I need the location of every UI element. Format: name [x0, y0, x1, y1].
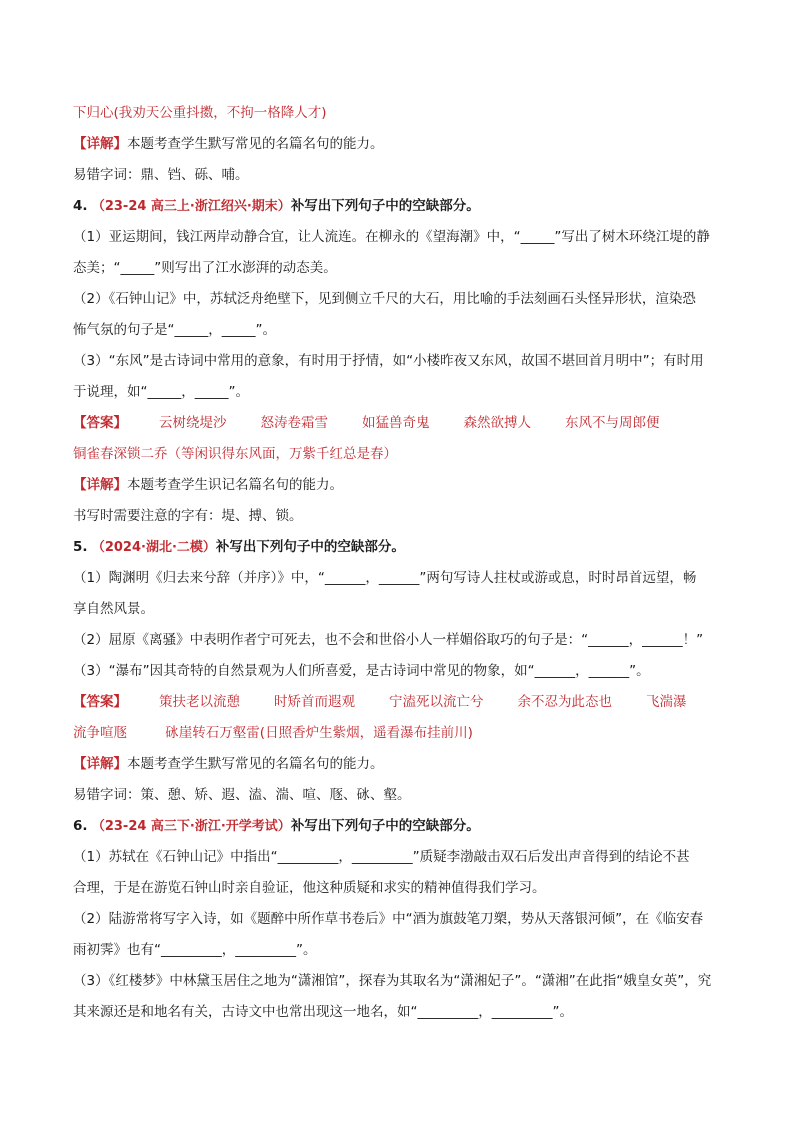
q5-answer-4: 余不忍为此态也 [517, 694, 612, 710]
q5-number: 5. [73, 539, 88, 555]
q4-p1-line1 [73, 222, 733, 253]
q4-detail-text: 本题考查学生识记名篇名句的能力。 [127, 477, 343, 493]
q5-answer-tag: 【答案】 [73, 694, 127, 710]
q4-p3-line2 [73, 377, 733, 408]
q4-detail-tag: 【详解】 [73, 477, 127, 493]
q4-answer-3: 如猛兽奇鬼 [362, 415, 430, 431]
q5-header [73, 532, 733, 563]
q4-answer-6: 铜雀春深锁二乔（等闲识得东风面，万紫千红总是春） [73, 446, 397, 462]
q5-answer-5: 飞湍瀑 [646, 694, 687, 710]
q6-number: 6. [73, 818, 88, 834]
q5-p1-line2 [73, 594, 733, 625]
q4-p3-line1 [73, 346, 733, 377]
detail-text: 本题考查学生默写常见的名篇名句的能力。 [127, 136, 384, 152]
detail-tag: 【详解】 [73, 136, 127, 152]
detail-line [73, 129, 733, 160]
q5-answer-2: 时矫首而遐观 [274, 694, 355, 710]
q4-p1-line2 [73, 253, 733, 284]
q5-p1-text2: 享自然风景。 [73, 601, 154, 617]
q4-p2-text2: 怖气氛的句子是“_____，_____”。 [73, 322, 276, 338]
q6-p3-text1: （3）《红楼梦》中林黛玉居住之地为“潇湘馆”，探春为其取名为“潇湘妃子”。“潇湘”在此指“娥皇女英”，究 [73, 973, 712, 989]
answer-tail: 下归心(我劝天公重抖擞，不拘一格降人才) [73, 105, 327, 121]
q5-p2-text1: （2）屈原《离骚》中表明作者宁可死去，也不会和世俗小人一样媚俗取巧的句子是：“______，______！” [73, 632, 704, 648]
q5-detail-line [73, 749, 733, 780]
q6-p2-line2 [73, 935, 733, 966]
q5-p3-text1: （3）“瀑布”因其奇特的自然景观为人们所喜爱，是古诗词中常见的物象，如“______，______”。 [73, 663, 650, 679]
q5-answer-3: 宁溘死以流亡兮 [389, 694, 484, 710]
q4-p3-text1: （3）“东风”是古诗词中常用的意象，有时用于抒情，如“小楼昨夜又东风，故国不堪回首月明中”；有时用 [73, 353, 704, 369]
q5-detail-tag: 【详解】 [73, 756, 127, 772]
q4-answer-line [73, 408, 733, 439]
q4-header [73, 191, 733, 222]
q5-answer-6: 流争喧豗 [73, 725, 127, 741]
q6-p3-text2: 其来源还是和地名有关，古诗文中也常出现这一地名，如“_________，_________”。 [73, 1004, 573, 1020]
q5-typo-line [73, 780, 733, 811]
q6-p2-text1: （2）陆游常将写字入诗，如《题醉中所作草书卷后》中“酒为旗鼓笔刀槊，势从天落银河倾”，在《临安春 [73, 911, 704, 927]
q6-header [73, 811, 733, 842]
q4-p1-text2: 态美；“_____”则写出了江水澎湃的动态美。 [73, 260, 337, 276]
q6-p1-line2 [73, 873, 733, 904]
q4-p3-text2: 于说理，如“_____，_____”。 [73, 384, 249, 400]
q4-detail-line [73, 470, 733, 501]
q5-p1-text1: （1）陶渊明《归去来兮辞（并序）》中，“______，______”两句写诗人拄杖或游或息，时时昂首远望，畅 [73, 570, 697, 586]
q5-p1-line1 [73, 563, 733, 594]
q5-answer-line2 [73, 718, 733, 749]
typo-text: 易错字词：鼎、铛、砾、哺。 [73, 167, 249, 183]
q6-p1-text2: 合理，于是在游览石钟山时亲自验证，他这种质疑和求实的精神值得我们学习。 [73, 880, 546, 896]
q6-p1-line1 [73, 842, 733, 873]
document-content [73, 98, 733, 1028]
q6-p3-line1 [73, 966, 733, 997]
answer-tail-line [73, 98, 733, 129]
q4-instruction: 补写出下列句子中的空缺部分。 [290, 198, 480, 214]
q5-p3-line1 [73, 656, 733, 687]
q4-p2-text1: （2）《石钟山记》中，苏轼泛舟绝壁下，见到侧立千尺的大石，用比喻的手法刻画石头怪异形状，渲染恐 [73, 291, 696, 307]
q5-source: （2024·湖北·二模） [91, 540, 216, 555]
q6-p2-text2: 雨初霁》也有“_________，_________”。 [73, 942, 317, 958]
q4-answer-4: 森然欲搏人 [463, 415, 531, 431]
q4-answer-2: 怒涛卷霜雪 [260, 415, 328, 431]
q6-source: （23-24 高三下·浙江·开学考试） [91, 819, 291, 834]
q6-p3-line2 [73, 997, 733, 1028]
q6-p2-line1 [73, 904, 733, 935]
q5-answer-7: 砯崖转石万壑雷(日照香炉生紫烟，遥看瀑布挂前川) [165, 725, 473, 741]
q5-detail-text: 本题考查学生默写常见的名篇名句的能力。 [127, 756, 384, 772]
q4-answer-line2 [73, 439, 733, 470]
q5-answer-1: 策扶老以流憩 [159, 694, 240, 710]
q6-p1-text1: （1）苏轼在《石钟山记》中指出“_________，_________”质疑李渤敲击双石后发出声音得到的结论不甚 [73, 849, 690, 865]
q4-note-text: 书写时需要注意的字有：堤、搏、锁。 [73, 508, 303, 524]
q4-p2-line2 [73, 315, 733, 346]
typo-line [73, 160, 733, 191]
q4-p2-line1 [73, 284, 733, 315]
q4-number: 4. [73, 198, 88, 214]
q4-p1-text1: （1）亚运期间，钱江两岸动静合宜，让人流连。在柳永的《望海潮》中，“_____”写出了树木环绕江堤的静 [73, 229, 710, 245]
q5-instruction: 补写出下列句子中的空缺部分。 [215, 539, 405, 555]
q4-answer-tag: 【答案】 [73, 415, 127, 431]
q4-answer-1: 云树绕堤沙 [159, 415, 227, 431]
q4-note-line [73, 501, 733, 532]
q5-typo-text: 易错字词：策、憩、矫、遐、溘、湍、喧、豗、砯、壑。 [73, 787, 411, 803]
q5-p2-line1 [73, 625, 733, 656]
q4-source: （23-24 高三上·浙江绍兴·期末） [91, 199, 291, 214]
q6-instruction: 补写出下列句子中的空缺部分。 [290, 818, 480, 834]
q5-answer-line [73, 687, 733, 718]
q4-answer-5: 东风不与周郎便 [565, 415, 660, 431]
